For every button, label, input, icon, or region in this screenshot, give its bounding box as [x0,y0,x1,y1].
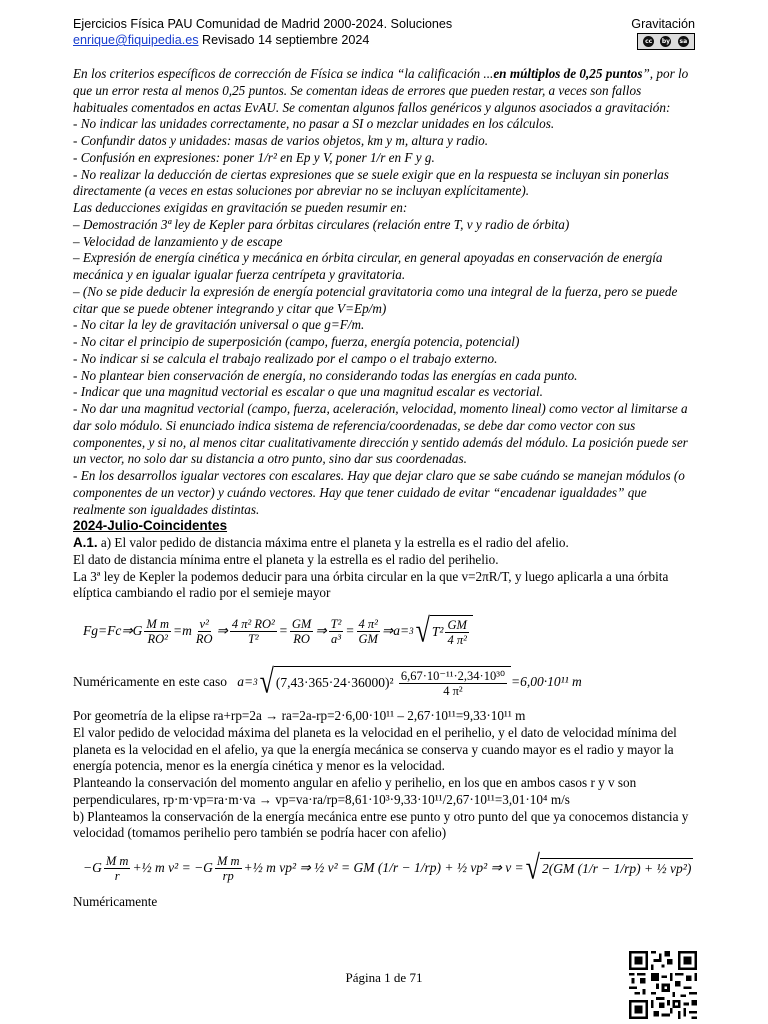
cc-by-sa-icon: cc by sa [637,33,695,50]
deduction-item: – Demostración 3ª ley de Kepler para órbitas circulares (relación entre T, v y radio de órbita) [73,216,570,232]
paragraph: La 3ª ley de Kepler la podemos deducir para una órbita circular en la que v=2πR/T, y luego aplicarla a una órbita elíptica cambiando el radio por el semieje mayor [73,568,669,601]
numeric-equation: Numéricamente en este caso a= 3 √ (7,43·365·24·36000)² $\frac{\text{6,67·10⁻¹¹·2,34·10³⁰}}{\text{4 π²}}$ =6,00·10¹¹ m [73,662,582,701]
energy-equation: −G $\frac{\text{M m}}{r}$ +½ m v² = −G $\frac{\text{M m}}{rp}$ +½ m vp² ⇒ ½ v² = GM (1/r − 1/rp) + ½ vp² ⇒ v = √ 2(GM (1/r − 1/rp) + ½ vp²) [83,848,692,887]
header-revision: Revisado 14 septiembre 2024 [202,33,370,47]
error-item: - No indicar las unidades correctamente, no pasar a SI o mezclar unidades en los cálculos. [73,116,555,132]
deduction-item: – Expresión de energía cinética y mecánica en órbita circular, en general apoyadas en conservación de energía mecánica y en igualar igualar fuerza centrípeta y gravitatoria. [73,250,663,282]
header-email-link[interactable]: enrique@fiquipedia.es [73,33,199,47]
deduction-item: – (No se pide deducir la expresión de energía potencial gravitatoria como una integral de la fuerza, pero se puede citar que se puede obtener integrando y citar que V=Ep/m) [73,283,678,316]
section-title: 2024-Julio-Coincidentes [73,518,228,534]
paragraph: A.1. a) El valor pedido de distancia máxima entre el planeta y la estrella es el radio del afelio. [73,535,569,550]
error-item: - Indicar que una magnitud vectorial es escalar o que una magnitud escalar es vectorial. [73,384,543,400]
deduction-item: – Velocidad de lanzamiento y de escape [73,233,283,249]
deductions-intro: Las deducciones exigidas en gravitación se pueden resumir en: [73,200,408,215]
paragraph: El dato de distancia mínima entre el planeta y la estrella es el radio del perihelio. [73,551,499,567]
page-content [73,66,695,911]
error-item: - No citar el principio de superposición (campo, fuerza, energía potencia, potencial) [73,334,520,349]
error-item: - No realizar la deducción de ciertas expresiones que se suele exigir que en la respuesta se incluyan sin ponerlas directamente (a veces en estas soluciones por abreviar no se incluyan explícitamente). [73,166,669,199]
qr-code-icon [629,951,697,1019]
paragraph: El valor pedido de velocidad máxima del planeta es la velocidad en el perihelio, y el dato de velocidad mínima del planeta es la velocidad en el afelio, ya que la energía mecánica se conserva y cuando mayor es el radio y mayor la energía potencia, menor es la energía cinética y menor es la velocidad. [73,724,677,774]
paragraph: Planteando la conservación del momento angular en afelio y perihelio, en los que en ambos casos r y v son perpendiculares, rp·m·vp=ra·m·va → vp=va·ra/rp=8,61·10³·9,33·10¹¹/2,67·10¹¹=3,01·10⁴ m/s [73,775,637,807]
header-title: Ejercicios Física PAU Comunidad de Madrid 2000-2024. Soluciones [73,17,453,31]
question-label: A.1. [73,535,98,550]
error-item: - No citar la ley de gravitación universal o que g=F/m. [73,317,365,333]
header-topic: Gravitación [631,17,695,31]
paragraph: b) Planteamos la conservación de la energía mecánica entre ese punto y otro punto del que ya conocemos distancia y velocidad (tomamos perihelio pero también se podría hacer con afelio) [73,808,689,841]
paragraph: Por geometría de la elipse ra+rp=2a → ra=2a-rp=2·6,00·10¹¹ – 2,67·10¹¹=9,33·10¹¹ m [73,708,526,723]
error-item: - No plantear bien conservación de energía, no considerando todas las energías en cada punto. [73,367,578,383]
intro-paragraph: En los criterios específicos de corrección de Física se indica “la calificación ...en múltiplos de 0,25 puntos”, por lo que un error resta al menos 0,25 puntos. Se comentan ideas de errores que pueden restar, a veces son fallos habituales comentados en actas EvAU. Se comentan algunos fallos genéricos y algunos asociados a gravitación: [73,66,689,115]
error-item: - No indicar si se calcula el trabajo realizado por el campo o el trabajo externo. [73,350,498,366]
paragraph: Numéricamente [73,894,158,909]
error-item: - Confundir datos y unidades: masas de varios objetos, km y m, altura y radio. [73,133,489,148]
kepler-equation: Fg=Fc⇒G $\frac{\text{M m}}{\text{RO²}}$ =m $\frac{\text{v²}}{RO}$ ⇒ $\frac{\text{4 π² RO²}}{\text{T²}}$ = $\frac{GM}{RO}$ ⇒ $\frac{\text{T²}}{\text{a³}}$ = $\frac{\text{4 π²}}{GM}$ ⇒a= 3 √ T² $\frac{GM}{\text{4 π²}}$ [83,606,695,656]
error-item: - Confusión en expresiones: poner 1/r² en Ep y V, poner 1/r en F y g. [73,149,435,165]
error-item: - En los desarrollos igualar vectores con escalares. Hay que dejar claro que se sabe cuándo se manejan módulos (o componentes de un vector) y cuándo vectores. Hay que tener cuidado de evitar “encadenar igualdades” que realmente son igualdades distintas. [73,468,685,517]
page-number: Página 1 de 71 [345,970,423,985]
page-header [73,16,695,48]
error-item: - No dar una magnitud vectorial (campo, fuerza, aceleración, velocidad, momento lineal) como vector al limitarse a dar solo módulo. Si enunciado indica sistema de referencia/coordenadas, se debe dar como vector con sus componentes, y si no, al menos citar cualitativamente dirección y sentido además del módulo. La posición puede ser un vector, no solo dar su distancia a otro punto, sino dar sus coordenadas. [73,401,688,467]
